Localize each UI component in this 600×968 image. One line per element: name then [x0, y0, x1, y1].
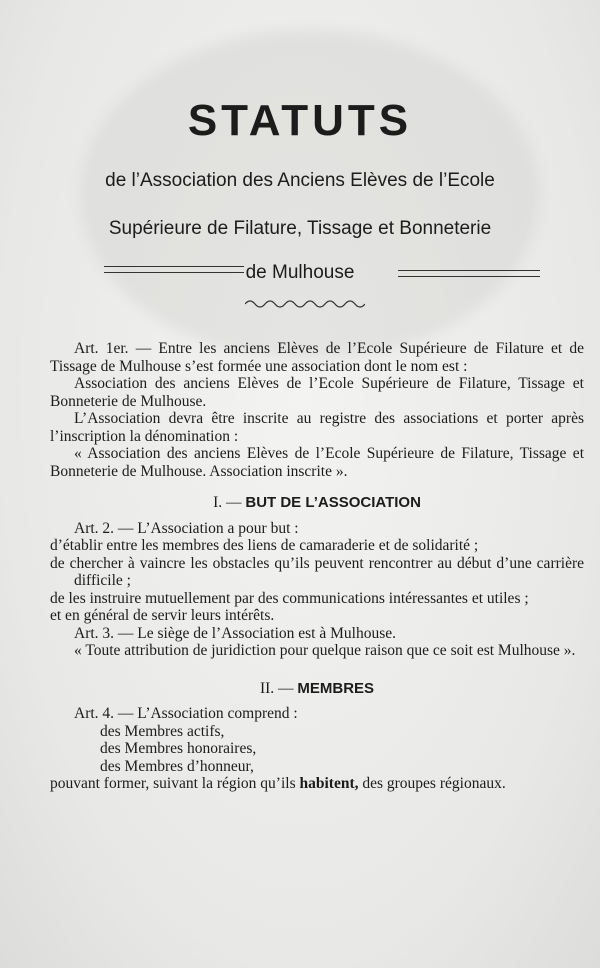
- section-2-number: II. —: [259, 679, 294, 697]
- article-1-paragraph-3: L’Association devra être inscrite au registre des associations et porter après l’inscription la dénomination :: [50, 410, 584, 445]
- article-4-item-1: des Membres actifs,: [100, 722, 225, 740]
- article-4-intro: Art. 4. — L’Association comprend :: [74, 705, 298, 722]
- article-4-closing: [50, 775, 584, 793]
- paper-stain: [80, 30, 540, 360]
- article-2-item-3: de les instruire mutuellement par des communications intéressantes et utiles ;: [50, 589, 529, 607]
- article-1-paragraph-4: « Association des anciens Elèves de l’Ecole Supérieure de Filature, Tissage et Bonneterie de Mulhouse. Association inscrite ».: [50, 445, 584, 480]
- document-title: STATUTS: [187, 96, 413, 145]
- article-2-item-4: et en général de servir leurs intérêts.: [50, 607, 275, 624]
- subtitle-line-3: de Mulhouse: [245, 262, 355, 283]
- article-4-member-list: [50, 723, 584, 776]
- section-1-number: I. —: [213, 494, 242, 511]
- section-1-title: BUT DE L’ASSOCIATION: [245, 494, 421, 511]
- article-4-item-2: des Membres honoraires,: [100, 740, 257, 757]
- article-4-closing-bold: habitent,: [299, 775, 359, 792]
- section-heading-2: [50, 680, 584, 698]
- subtitle-line-1: de l’Association des Anciens Elèves de l’Ecole: [105, 170, 495, 191]
- article-2-item-2: de chercher à vaincre les obstacles qu’ils peuvent rencontrer au début d’une carrière difficile ;: [50, 554, 584, 589]
- article-4-item-3: des Membres d’honneur,: [100, 757, 254, 775]
- section-2-title: MEMBRES: [297, 679, 375, 697]
- article-1-paragraph-2: Association des anciens Elèves de l’Ecole Supérieure de Filature, Tissage et Bonneterie de Mulhouse.: [50, 375, 584, 410]
- article-4-closing-prefix: pouvant former, suivant la région qu’ils: [50, 775, 296, 792]
- decorative-rule-right: [398, 270, 540, 277]
- article-3-paragraph-1: Art. 3. — Le siège de l’Association est à Mulhouse.: [74, 624, 396, 642]
- document-body: [50, 340, 584, 793]
- article-2-item-1: d’établir entre les membres des liens de camaraderie et de solidarité ;: [50, 537, 479, 554]
- article-2-intro: Art. 2. — L’Association a pour but :: [74, 519, 299, 537]
- subtitle-line-2: Supérieure de Filature, Tissage et Bonneterie: [108, 218, 492, 239]
- section-heading-1: [50, 494, 584, 512]
- article-4-closing-suffix: des groupes régionaux.: [362, 775, 506, 792]
- decorative-rule-left: [104, 266, 244, 273]
- article-1-paragraph-1: Art. 1er. — Entre les anciens Elèves de l’Ecole Supérieure de Filature et de Tissage de Mulhouse s’est formée une association dont le nom est :: [50, 340, 584, 375]
- article-3-paragraph-2: « Toute attribution de juridiction pour quelque raison que ce soit est Mulhouse ».: [74, 642, 576, 659]
- decorative-wave-ornament: [245, 298, 365, 310]
